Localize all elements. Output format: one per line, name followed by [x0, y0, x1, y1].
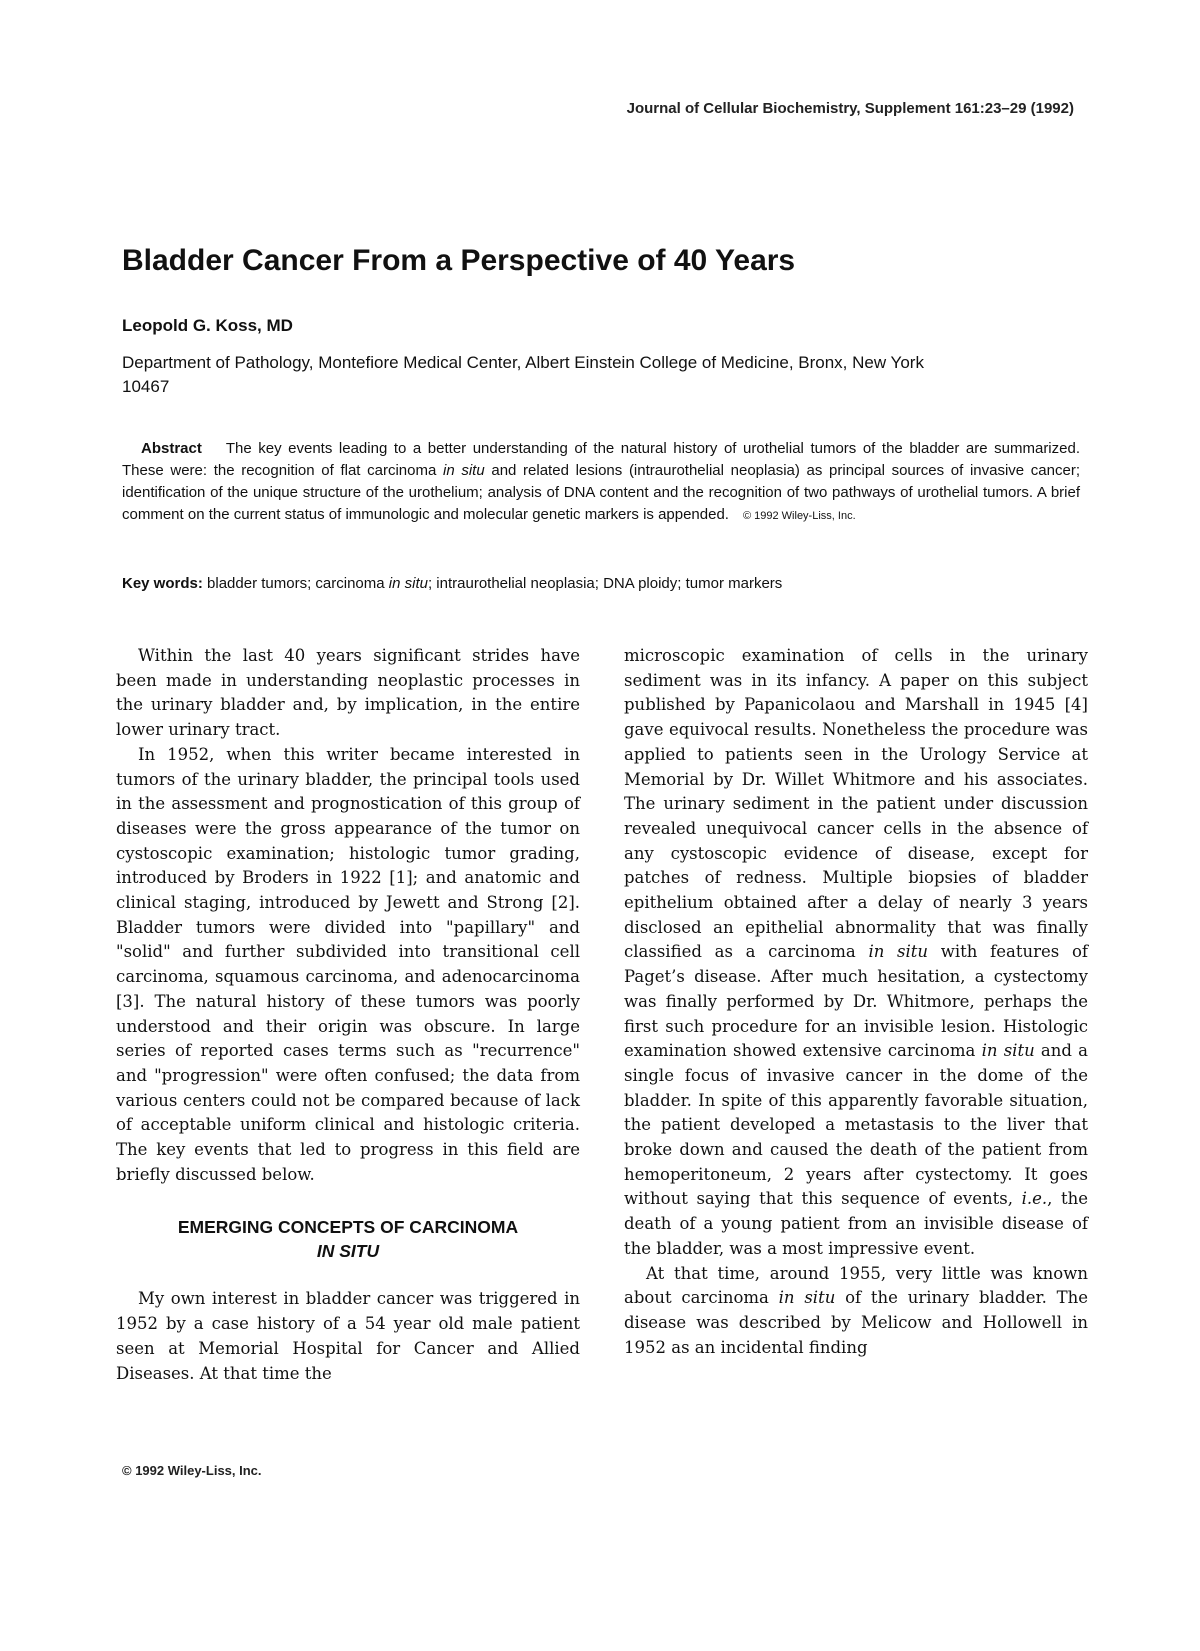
body-column-left [116, 644, 580, 1386]
text-run: , the death of a young patient from an invisible disease of the bladder, was a most impressive event. [624, 1189, 1088, 1258]
text-run: At that time, around 1955, very little was known about carcinoma [624, 1263, 1088, 1308]
italic-run: in situ [981, 1041, 1035, 1061]
italic-run: i.e. [1021, 1189, 1048, 1209]
section-heading-line-1: EMERGING CONCEPTS OF CARCINOMA [177, 1217, 519, 1238]
body-column-right [624, 644, 1088, 1360]
affiliation-line-2: 10467 [122, 377, 170, 396]
author-name: Leopold G. Koss, MD [122, 316, 293, 335]
journal-header: Journal of Cellular Biochemistry, Supplement 161:23–29 (1992) [626, 100, 1074, 117]
abstract-italic: in situ [443, 462, 485, 479]
keywords-label: Key words: [122, 575, 203, 592]
footer-copyright: © 1992 Wiley-Liss, Inc. [122, 1463, 262, 1478]
body-paragraph: Within the last 40 years significant strides have been made in understanding neoplastic processes in the urinary bladder and, by implication, in the entire lower urinary tract. [116, 646, 580, 740]
keywords-italic: in situ [388, 575, 428, 592]
abstract-label: Abstract [141, 440, 202, 457]
abstract-text: The key events leading to a better understanding of the natural history of urothelial tumors of the bladder are summarized. These were: the recognition of flat carcinoma [122, 440, 1080, 479]
keywords-text: bladder tumors; carcinoma [207, 575, 389, 592]
text-run: with features of Paget’s disease. After much hesitation, a cystectomy was finally performed by Dr. Whitmore, perhaps the first such procedure for an invisible lesion. Histologic examination showed extensive carcinoma [624, 942, 1088, 1061]
body-paragraph [624, 644, 1088, 1262]
keywords-text: ; intraurothelial neoplasia; DNA ploidy; tumor markers [427, 575, 783, 592]
italic-run: in situ [778, 1288, 836, 1308]
body-paragraph: In 1952, when this writer became interested in tumors of the urinary bladder, the principal tools used in the assessment and prognostication of this group of diseases were the gross appearance of the tumor on cystoscopic examination; histologic tumor grading, introduced by Broders in 1922 [1]; and anatomic and clinical staging, introduced by Jewett and Strong [2]. Bladder tumors were divided into "papillary" and "solid" and further subdivided into transitional cell carcinoma, squamous carcinoma, and adenocarcinoma [3]. The natural history of these tumors was poorly understood and their origin was obscure. In large series of reported cases terms such as "recurrence" and "progression" were often confused; the data from various centers could not be compared because of lack of acceptable uniform clinical and histologic criteria. The key events that led to progress in this field are briefly discussed below. [116, 744, 580, 1184]
body-paragraph [624, 1262, 1088, 1361]
abstract-text: and related lesions (intraurothelial neoplasia) as principal sources of invasive cancer; identification of the unique structure of the urothelium; analysis of DNA content and the recognition of two pathways of urothelial tumors. A brief comment on the current status of immunologic and molecular genetic markers is appended. [122, 462, 1080, 523]
text-run: and a single focus of invasive cancer in the dome of the bladder. In spite of this apparently favorable situation, the patient developed a metastasis to the liver that broke down and caused the death of the patient from hemoperitoneum, 2 years after cystectomy. It goes without saying that this sequence of events, [624, 1041, 1089, 1209]
section-heading-line-2: IN SITU [316, 1241, 380, 1262]
keywords [122, 575, 1082, 592]
italic-run: in situ [868, 942, 929, 962]
body-paragraph: My own interest in bladder cancer was triggered in 1952 by a case history of a 54 year old male patient seen at Memorial Hospital for Cancer and Allied Diseases. At that time the [116, 1289, 580, 1383]
text-run: of the urinary bladder. The disease was described by Melicow and Hollowell in 1952 as an incidental finding [624, 1288, 1088, 1357]
abstract [122, 438, 1080, 527]
article-title: Bladder Cancer From a Perspective of 40 Years [122, 244, 796, 277]
author-affiliation [122, 351, 1082, 399]
text-run: microscopic examination of cells in the urinary sediment was in its infancy. A paper on this subject published by Papanicolaou and Marshall in 1945 [4] gave equivocal results. Nonetheless the procedure was applied to patients seen in the Urology Service at Memorial by Dr. Willet Whitmore and his associates. The urinary sediment in the patient under discussion revealed unequivocal cancer cells in the absence of any cystoscopic evidence of disease, except for patches of redness. Multiple biopsies of bladder epithelium obtained after a delay of nearly 3 years disclosed an epithelial abnormality that was finally classified as a carcinoma [624, 646, 1088, 962]
section-heading [116, 1215, 580, 1263]
abstract-copyright: © 1992 Wiley-Liss, Inc. [742, 510, 856, 522]
affiliation-line-1: Department of Pathology, Montefiore Medical Center, Albert Einstein College of Medicine, Bronx, New York [122, 353, 924, 372]
